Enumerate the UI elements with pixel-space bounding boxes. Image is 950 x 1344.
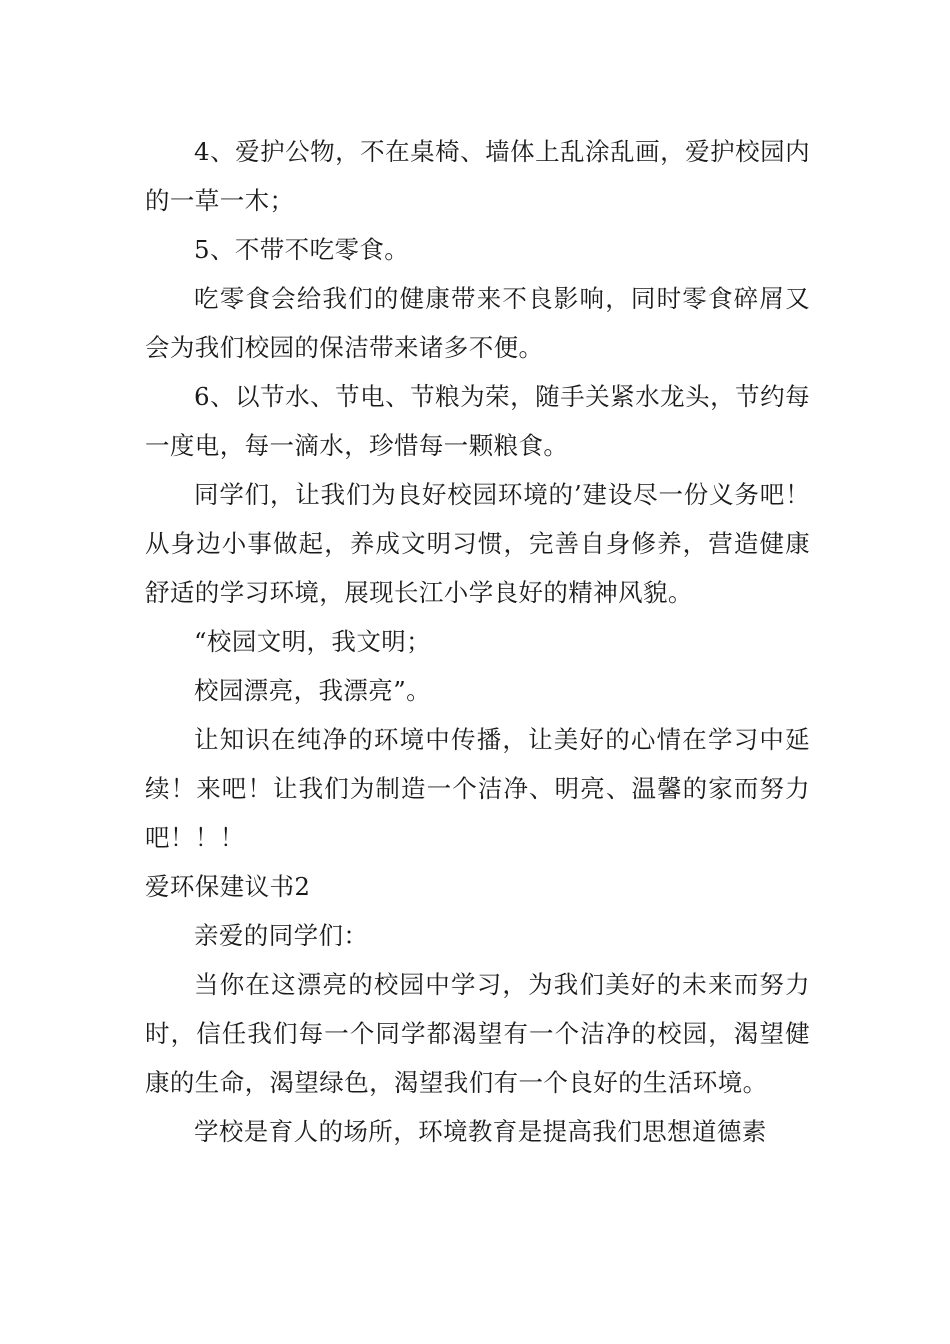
paragraph-school-environment: 学校是育人的场所，环境教育是提高我们思想道德素: [194, 1117, 767, 1146]
paragraph-rule-5: 5、不带不吃零食。: [194, 235, 410, 264]
paragraph-snacks-explanation: 吃零食会给我们的健康带来不良影响，同时零食碎屑又会为我们校园的保洁带来诸多不便。: [145, 284, 810, 362]
document-body: [145, 127, 810, 1156]
section-heading: 爱环保建议书2: [145, 872, 311, 901]
paragraph-salutation: 亲爱的同学们：: [194, 921, 369, 950]
paragraph-intro: 当你在这漂亮的校园中学习，为我们美好的未来而努力时，信任我们每一个同学都渴望有一个洁净的校园，渴望健康的生命，渴望绿色，渴望我们有一个良好的生活环境。: [145, 970, 810, 1097]
paragraph-rule-6: 6、以节水、节电、节粮为荣，随手关紧水龙头，节约每一度电，每一滴水，珍惜每一颗粮食。: [145, 382, 810, 460]
paragraph-slogan-line-2: 校园漂亮，我漂亮”。: [194, 676, 432, 705]
paragraph-rule-4: 4、爱护公物，不在桌椅、墙体上乱涂乱画，爱护校园内的一草一木；: [145, 137, 810, 215]
paragraph-appeal: 同学们，让我们为良好校园环境的’建设尽一份义务吧！从身边小事做起，养成文明习惯，完善自身修养，营造健康舒适的学习环境，展现长江小学良好的精神风貌。: [145, 480, 810, 607]
paragraph-closing-call: 让知识在纯净的环境中传播，让美好的心情在学习中延续！来吧！让我们为制造一个洁净、明亮、温馨的家而努力吧！！！: [145, 725, 810, 852]
paragraph-slogan-line-1: “校园文明，我文明；: [194, 627, 432, 656]
